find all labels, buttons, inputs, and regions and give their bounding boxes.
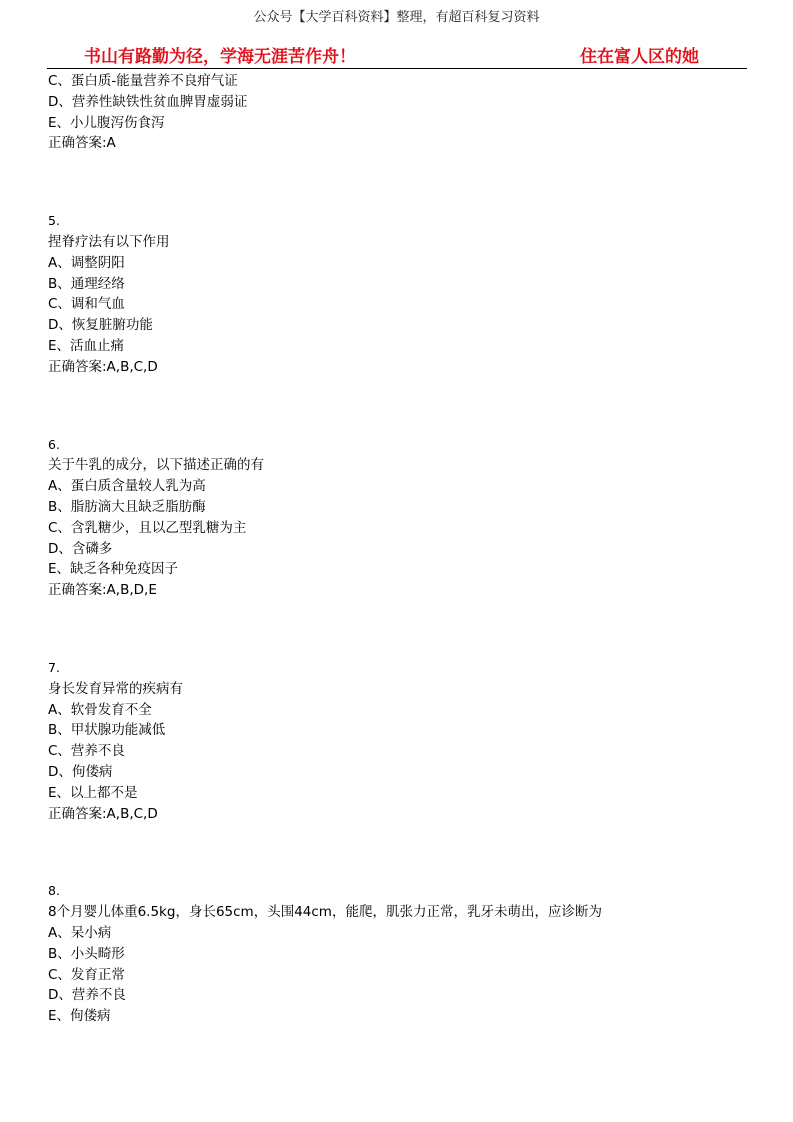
question-number: 7. <box>48 659 60 675</box>
answer: 正确答案:A <box>48 135 116 152</box>
option: C、调和气血 <box>48 296 125 313</box>
answer: 正确答案:A,B,C,D <box>48 805 158 822</box>
option: E、缺乏各种免疫因子 <box>48 561 179 578</box>
header-rule <box>47 68 747 69</box>
motto-left: 书山有路勤为径，学海无涯苦作舟！ <box>84 47 356 67</box>
option: C、营养不良 <box>48 743 125 760</box>
option: E、以上都不是 <box>48 784 138 801</box>
motto-right: 住在富人区的她 <box>580 47 699 67</box>
option: A、蛋白质含量较人乳为高 <box>48 478 206 495</box>
question-number: 5. <box>48 213 60 229</box>
option: E、佝偻病 <box>48 1008 111 1025</box>
option: E、活血止痛 <box>48 337 125 354</box>
option: B、脂肪滴大且缺乏脂肪酶 <box>48 498 206 515</box>
option: C、发育正常 <box>48 966 125 983</box>
question-number: 8. <box>48 883 60 899</box>
option: D、营养性缺铁性贫血脾胃虚弱证 <box>48 93 248 110</box>
option: C、蛋白质-能量营养不良疳气证 <box>48 73 238 89</box>
question-stem: 关于牛乳的成分，以下描述正确的有 <box>48 457 264 474</box>
option: A、软骨发育不全 <box>48 701 152 718</box>
option: B、通理经络 <box>48 275 125 292</box>
option: B、小头畸形 <box>48 945 125 962</box>
question-8 <box>48 881 748 1027</box>
question-5 <box>48 211 748 377</box>
answer: 正确答案:A,B,D,E <box>48 582 157 599</box>
option: D、营养不良 <box>48 987 126 1004</box>
question-7 <box>48 658 748 824</box>
option: E、小儿腹泻伤食泻 <box>48 114 165 131</box>
question-stem: 捏脊疗法有以下作用 <box>48 233 170 250</box>
option: D、恢复脏腑功能 <box>48 317 153 334</box>
option: A、调整阴阳 <box>48 254 125 271</box>
question-6 <box>48 435 748 601</box>
header-note: 公众号【大学百科资料】整理，有超百科复习资料 <box>253 10 540 25</box>
option: B、甲状腺功能减低 <box>48 722 166 739</box>
document-body <box>48 71 748 1027</box>
option: A、呆小病 <box>48 924 112 941</box>
option: D、含磷多 <box>48 540 113 557</box>
question-stem: 8个月婴儿体重6.5kg，身长65cm，头围44cm，能爬，肌张力正常，乳牙未萌出，应诊断为 <box>48 904 602 921</box>
option: C、含乳糖少，且以乙型乳糖为主 <box>48 519 247 536</box>
answer: 正确答案:A,B,C,D <box>48 358 158 375</box>
option: D、佝偻病 <box>48 763 113 780</box>
question-stem: 身长发育异常的疾病有 <box>48 680 183 697</box>
question-4-continued <box>48 71 748 154</box>
question-number: 6. <box>48 436 60 452</box>
